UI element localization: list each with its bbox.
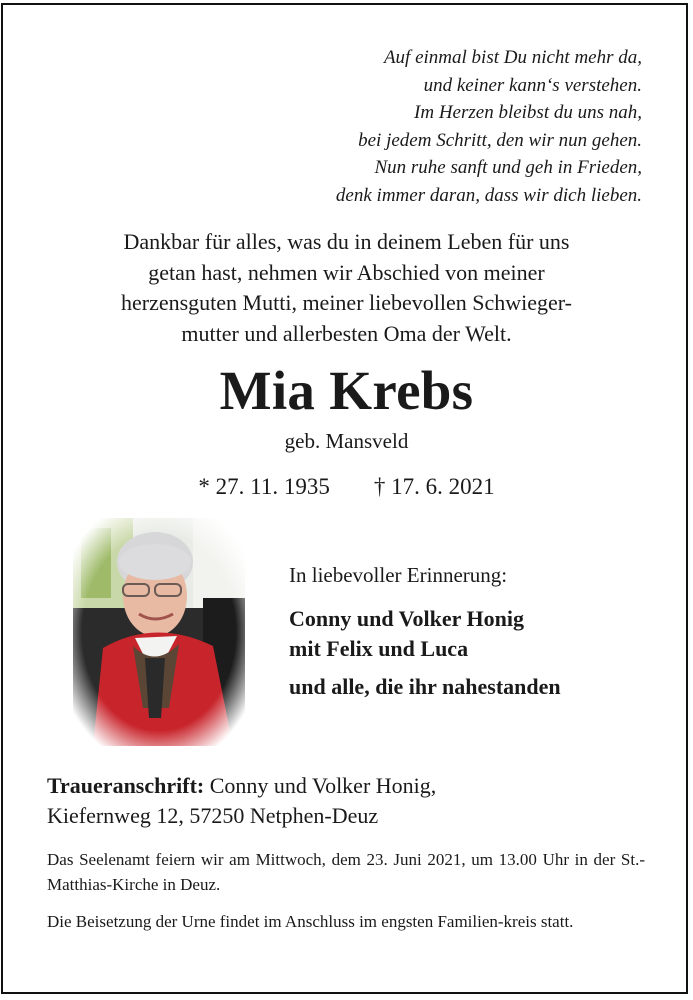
- poem: [222, 44, 642, 209]
- life-dates: [0, 471, 693, 503]
- memorial-others: und alle, die ihr nahestanden: [289, 674, 561, 699]
- memorial-line: Conny und Volker Honig: [289, 606, 524, 631]
- memorial-label: In liebevoller Erinnerung:: [289, 563, 508, 587]
- address-street: Kiefernweg 12, 57250 Netphen-Deuz: [47, 803, 379, 828]
- poem-line: denk immer daran, dass wir dich lieben.: [335, 184, 642, 206]
- address-names: Conny und Volker Honig,: [204, 773, 437, 798]
- burial-notice: Die Beisetzung der Urne findet im Anschluss im engsten Familien-kreis statt.: [47, 912, 574, 931]
- poem-line: und keiner kann‘s verstehen.: [423, 74, 642, 96]
- poem-line: Auf einmal bist Du nicht mehr da,: [383, 47, 642, 68]
- birth-date: * 27. 11. 1935: [198, 474, 330, 499]
- poem-line: Im Herzen bleibst du uns nah,: [414, 102, 642, 123]
- address-label: Traueranschrift:: [47, 773, 205, 798]
- death-date: † 17. 6. 2021: [373, 474, 495, 499]
- portrait-photo: [73, 518, 245, 746]
- poem-line: Nun ruhe sanft und geh in Frieden,: [374, 157, 642, 178]
- deceased-name: Mia Krebs: [219, 360, 474, 421]
- mourning-address: [47, 771, 436, 831]
- intro-line: mutter und allerbesten Oma der Welt.: [181, 320, 512, 346]
- intro-line: getan hast, nehmen wir Abschied von meiner: [148, 259, 545, 285]
- service-notice: Das Seelenamt feiern wir am Mittwoch, dem 23. Juni 2021, um 13.00 Uhr in der St.-Matthias-Kirche in Deuz.: [47, 850, 645, 894]
- intro-text: [40, 227, 653, 349]
- intro-line: herzensguten Mutti, meiner liebevollen Schwieger-: [120, 290, 573, 315]
- memorial-line: mit Felix und Luca: [289, 636, 469, 661]
- poem-line: bei jedem Schritt, den wir nun gehen.: [358, 129, 642, 151]
- intro-line: Dankbar für alles, was du in deinem Leben für uns: [123, 229, 570, 254]
- memorial-family: [289, 604, 524, 664]
- birth-name: geb. Mansveld: [284, 429, 409, 453]
